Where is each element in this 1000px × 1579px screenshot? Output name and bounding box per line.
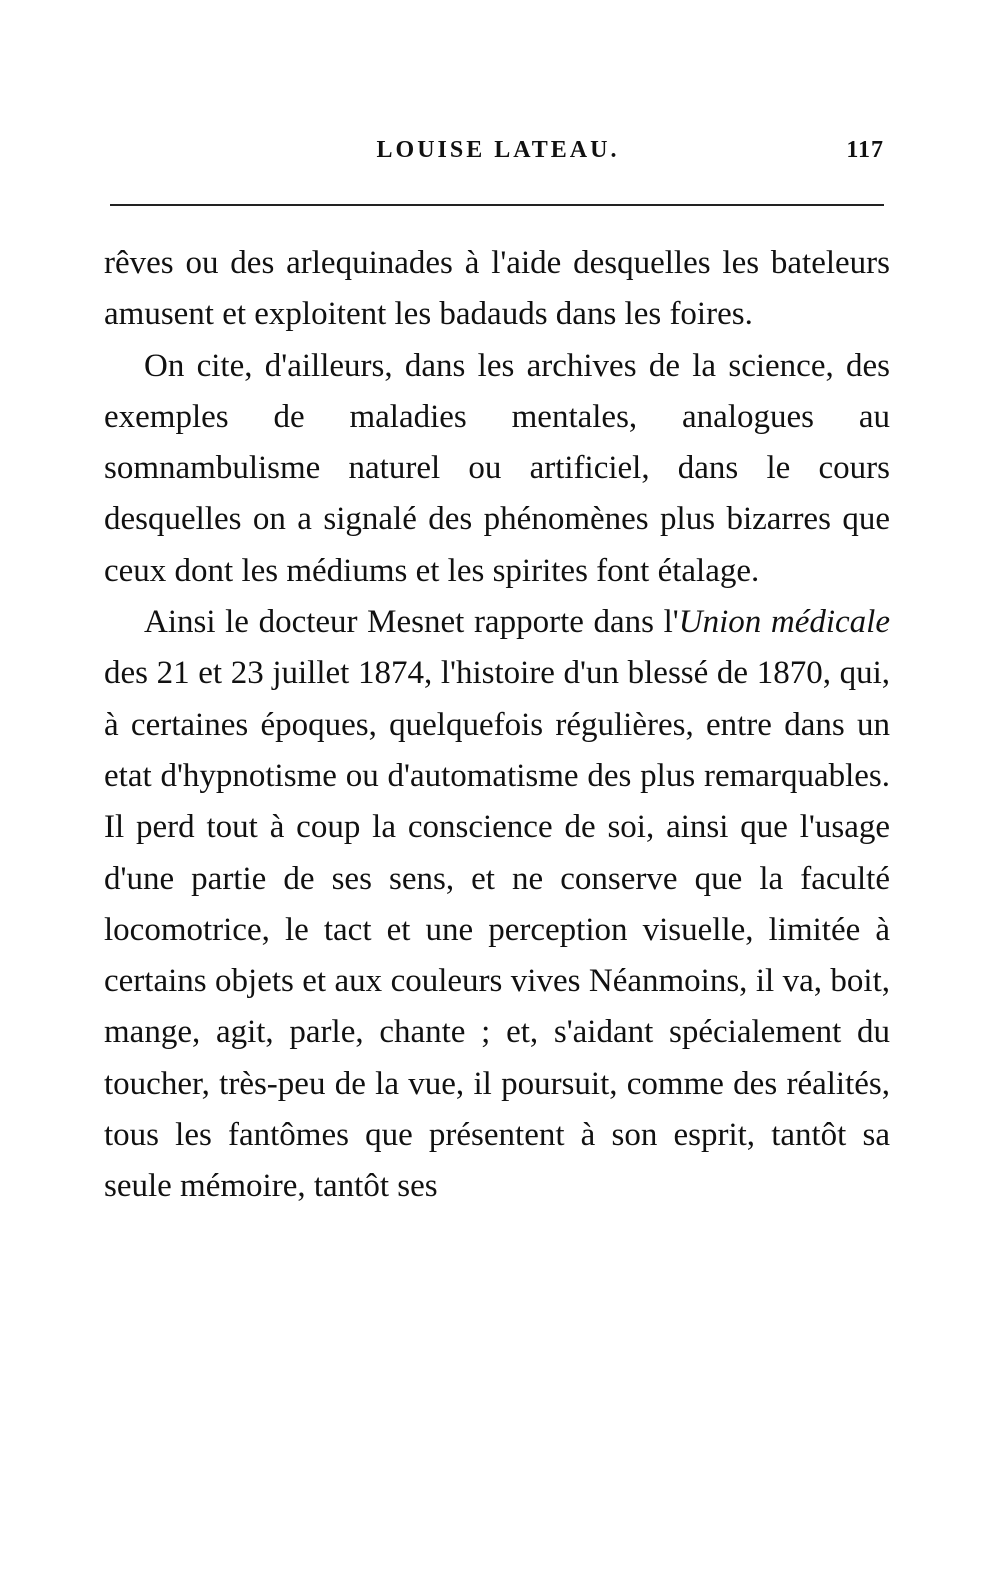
body-text (104, 238, 890, 1213)
paragraph-mesnet (104, 597, 890, 1213)
journal-title: Union médicale (678, 604, 890, 641)
page-number: 117 (846, 137, 884, 163)
paragraph-archives: On cite, d'ailleurs, dans les archives de la science, des exemples de maladies mentales, analogues au somnambulisme naturel ou artificiel, dans le cours desquelles on a signalé des phénomènes plus bizarres que ceux dont les médiums et les spirites font étalage. (104, 347, 890, 589)
running-head (108, 137, 888, 167)
paragraph-mesnet-after: des 21 et 23 juillet 1874, l'histoire d'un blessé de 1870, qui, à certaines époques, quelquefois régulières, entre dans un etat d'hypnotisme ou d'automatisme des plus remarquables. Il perd tout à coup la conscience de soi, ainsi que l'usage d'une partie de ses sens, et ne conserve que la faculté locomotrice, le tact et une perception visuelle, limitée à certains objets et aux couleurs vives Néanmoins, il va, boit, mange, agit, parle, chante ; et, s'aidant spécialement du toucher, très-peu de la vue, il poursuit, comme des réalités, tous les fantômes que présentent à son esprit, tantôt sa seule mémoire, tantôt ses (104, 655, 890, 1205)
paragraph-mesnet-before: Ainsi le docteur Mesnet rapporte dans l' (144, 604, 679, 641)
header-rule (110, 204, 884, 206)
running-title: LOUISE LATEAU. (376, 137, 620, 163)
paragraph-continued: rêves ou des arlequinades à l'aide desquelles les bateleurs amusent et exploitent les badauds dans les foires. (104, 245, 890, 333)
